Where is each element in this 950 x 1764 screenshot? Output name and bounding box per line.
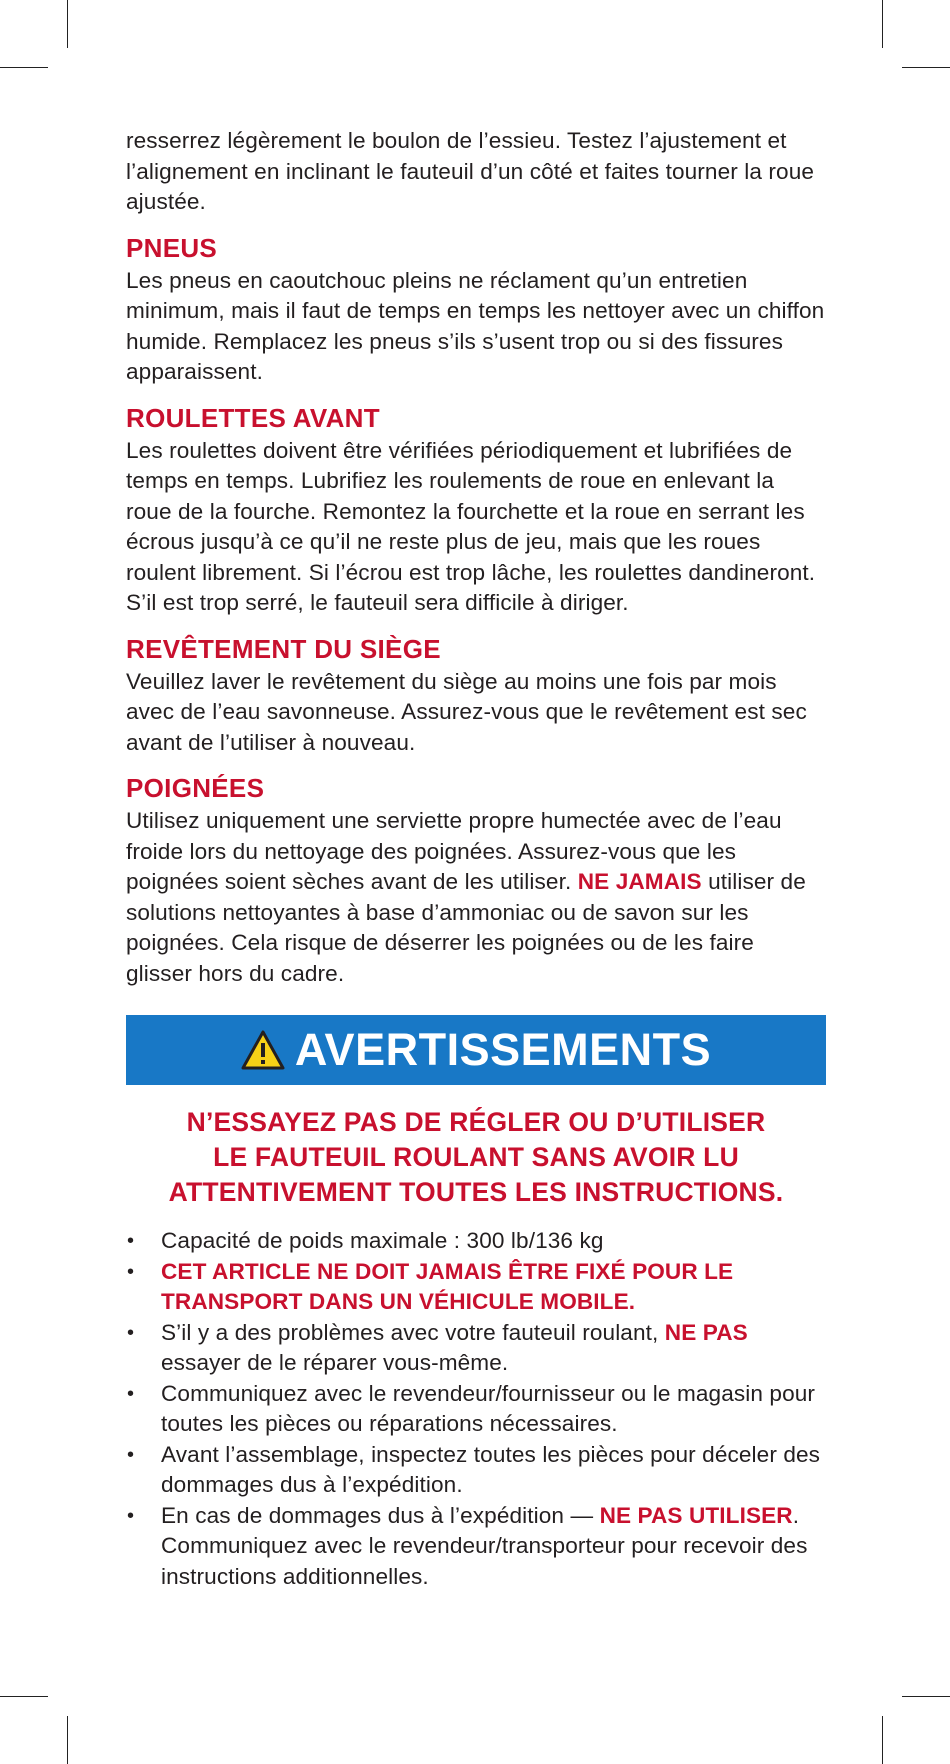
section-title-seat-cover: REVÊTEMENT DU SIÈGE [126, 633, 441, 664]
bullet-dot: • [127, 1321, 135, 1344]
warning-text-emphasis: NE PAS [664, 1319, 748, 1345]
section-title-casters: ROULETTES AVANT [126, 402, 380, 433]
crop-mark [0, 67, 48, 68]
crop-mark [0, 1696, 48, 1697]
section-body-casters: Les roulettes doivent être vérifiées périodiquement et lubrifiées de temps en temps. Lubrifiez les roulements de roue en enlevant la roue de la fourche. Remontez la fourchette et la roue en serrant les écrous jusqu’à ce qu’il ne reste plus de jeu, mais que les roues roulent librement. Si l’écrou est trop lâche, les roulettes dandineront. S’il est trop serré, le fauteuil sera difficile à diriger. [126, 437, 816, 615]
warning-text: Avant l’assemblage, inspectez toutes les pièces pour déceler des dommages dus à l’expédition. [161, 1441, 821, 1497]
section-body-handgrips [126, 806, 826, 989]
warnings-headline-line: N’ESSAYEZ PAS DE RÉGLER OU D’UTILISER [186, 1107, 766, 1137]
warning-text: . Communiquez avec le revendeur/transporteur pour recevoir des instructions additionnelles. [161, 1502, 808, 1589]
section-body-tires: Les pneus en caoutchouc pleins ne réclament qu’un entretien minimum, mais il faut de temps en temps les nettoyer avec un chiffon humide. Remplacez les pneus s’ils s’usent trop ou si des fissures apparaissent. [126, 267, 825, 384]
bullet-dot: • [127, 1230, 135, 1252]
warning-triangle-icon [241, 1030, 285, 1070]
bullet-dot: • [127, 1443, 135, 1466]
crop-mark [902, 1696, 950, 1697]
warnings-headline [126, 1105, 826, 1210]
crop-mark [902, 67, 950, 68]
section-body-seat-cover: Veuillez laver le revêtement du siège au moins une fois par mois avec de l’eau savonneuse. Assurez-vous que le revêtement est sec avant de l’utiliser à nouveau. [126, 668, 807, 755]
warning-text: Capacité de poids maximale : 300 lb/136 kg [161, 1228, 604, 1253]
crop-mark [882, 1716, 883, 1764]
crop-mark [882, 0, 883, 48]
section-title-handgrips: POIGNÉES [126, 773, 265, 803]
warning-item [126, 1379, 826, 1440]
handgrips-text-after: utiliser de solutions nettoyantes à base d’ammoniac ou de savon sur les poignées. Cela risque de déserrer les poignées ou de les faire glisser hors du cadre. [126, 869, 806, 986]
warning-text: En cas de dommages dus à l’expédition — [161, 1502, 594, 1528]
warnings-banner [126, 1015, 826, 1085]
warning-item [126, 1226, 826, 1257]
crop-mark [67, 0, 68, 48]
warnings-banner-title: AVERTISSEMENTS [294, 1024, 712, 1075]
warning-text: S’il y a des problèmes avec votre fauteuil roulant, [161, 1319, 659, 1345]
warning-text: Communiquez avec le revendeur/fournisseur ou le magasin pour toutes les pièces ou réparations nécessaires. [161, 1380, 816, 1436]
warnings-headline-line: ATTENTIVEMENT TOUTES LES INSTRUCTIONS. [168, 1177, 784, 1207]
warning-text-emphasis: NE PAS UTILISER [599, 1502, 793, 1528]
warning-item [126, 1257, 826, 1318]
bullet-dot: • [127, 1382, 135, 1405]
warning-item [126, 1440, 826, 1501]
warning-item [126, 1501, 826, 1593]
section-title-tires: PNEUS [126, 232, 218, 263]
handgrips-text-before: Utilisez uniquement une serviette propre humectée avec de l’eau froide lors du nettoyage des poignées. Assurez-vous que les poignées soient sèches avant de les utiliser. [126, 808, 782, 894]
warnings-headline-line: LE FAUTEUIL ROULANT SANS AVOIR LU [213, 1142, 739, 1172]
warning-item [126, 1318, 826, 1379]
handgrips-emphasis: NE JAMAIS [577, 869, 702, 894]
warning-text-emphasis: CET ARTICLE NE DOIT JAMAIS ÊTRE FIXÉ POUR LE TRANSPORT DANS UN VÉHICULE MOBILE. [161, 1258, 734, 1314]
manual-page-content [126, 126, 826, 1592]
warning-text: essayer de le réparer vous-même. [161, 1350, 509, 1375]
bullet-dot: • [127, 1260, 135, 1283]
crop-mark [67, 1716, 68, 1764]
bullet-dot: • [127, 1504, 135, 1527]
warnings-list [126, 1226, 826, 1592]
intro-paragraph: resserrez légèrement le boulon de l’essieu. Testez l’ajustement et l’alignement en inclinant le fauteuil d’un côté et faites tourner la roue ajustée. [126, 128, 815, 214]
